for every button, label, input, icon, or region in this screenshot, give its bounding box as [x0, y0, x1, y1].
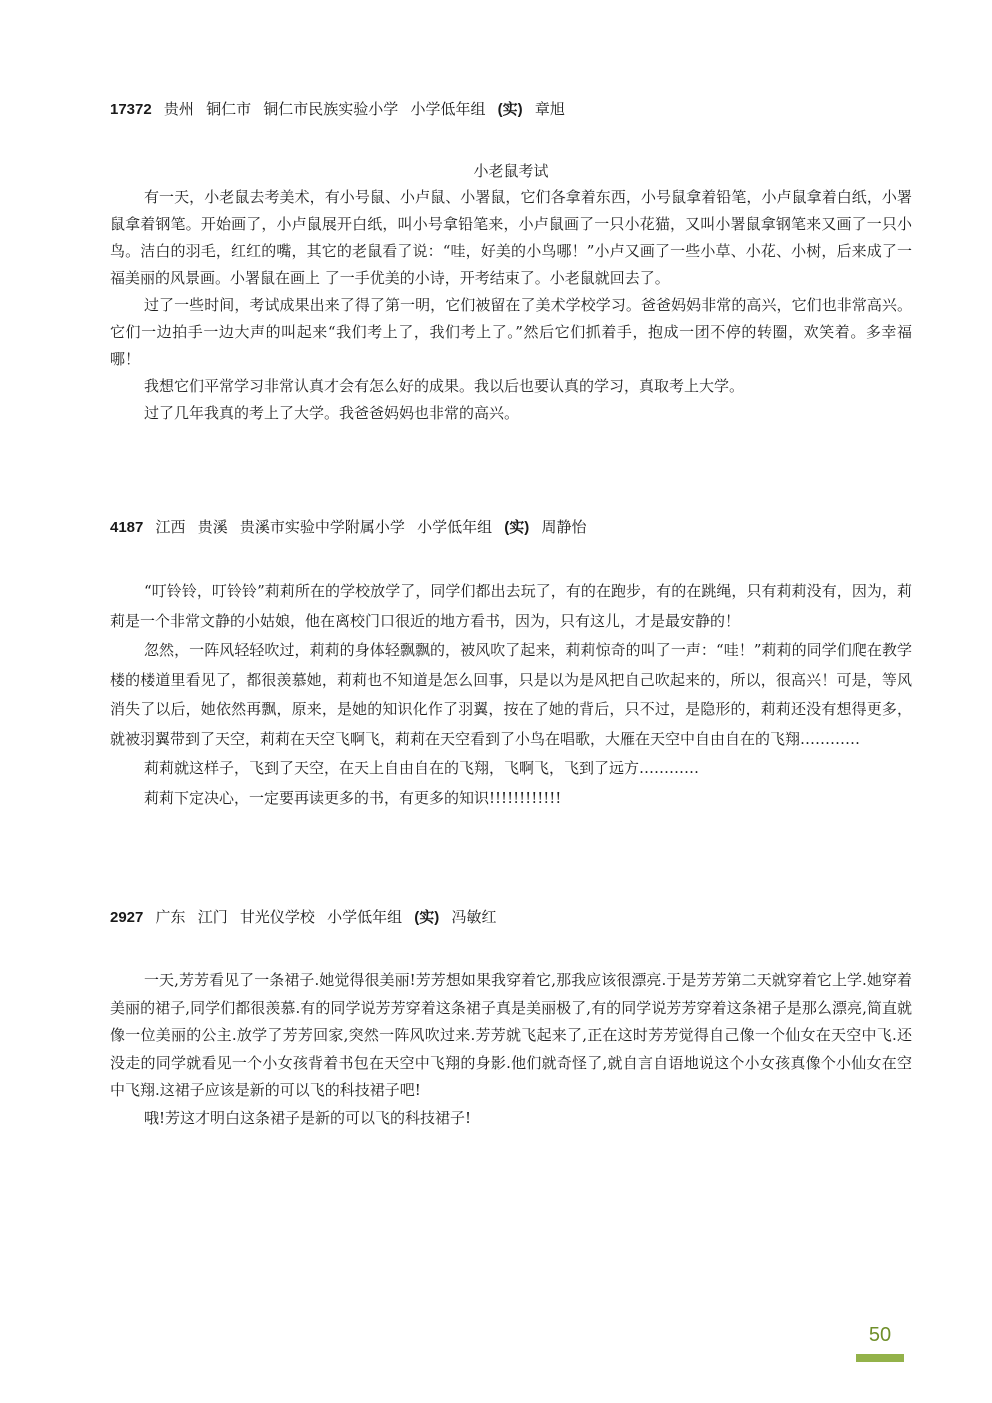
entry-city: 江门: [197, 909, 228, 926]
story-paragraph: 有一天，小老鼠去考美术，有小号鼠、小卢鼠、小署鼠，它们各拿着东西，小号鼠拿着铅笔，小卢鼠拿着白纸，小署鼠拿着钢笔。开始画了，小卢鼠展开白纸，叫小号拿铅笔来，小卢鼠画了一只小花猫，又叫小署鼠拿钢笔来又画了一只小鸟。洁白的羽毛，红红的嘴，其它的老鼠看了说：“哇，好美的小鸟哪！”小卢又画了一些小草、小花、小树，后来成了一福美丽的风景画。小署鼠在画上 了一手优美的小诗，开考结束了。小老鼠就回去了。: [110, 188, 912, 287]
page-number-bar: [856, 1354, 904, 1362]
entry-school: 铜仁市民族实验小学: [263, 101, 399, 118]
entry-group: 小学低年组: [327, 909, 403, 926]
entry-header-2: [110, 518, 910, 538]
entry-author: 章旭: [534, 101, 565, 118]
story-paragraph: 我想它们平常学习非常认真才会有怎么好的成果。我以后也要认真的学习，真取考上大学。: [144, 377, 745, 395]
entry-tag: (实): [504, 519, 530, 536]
entry-author: 周静怡: [541, 519, 587, 536]
page-number: [856, 1320, 904, 1362]
story-body-3: [110, 967, 912, 1132]
entry-number: 2927: [110, 909, 144, 926]
story-paragraph: 忽然，一阵风轻轻吹过，莉莉的身体轻飘飘的，被风吹了起来，莉莉惊奇的叫了一声：“哇！”莉莉的同学们爬在教学楼的楼道里看见了，都很羡慕她，莉莉也不知道是怎么回事，只是以为是风把自己吹起来的，所以，很高兴！可是，等风消失了以后，她依然再飘，原来，是她的知识化作了羽翼，按在了她的背后，只不过，是隐形的，莉莉还没有想得更多，就被羽翼带到了天空，莉莉在天空飞啊飞，莉莉在天空看到了小鸟在唱歌，大雁在天空中自由自在的飞翔…………: [110, 641, 912, 748]
entry-group: 小学低年组: [410, 101, 486, 118]
entry-header-1: [110, 100, 910, 120]
story-paragraph: 一天,芳芳看见了一条裙子.她觉得很美丽!芳芳想如果我穿着它,那我应该很漂亮.于是芳芳第二天就穿着它上学.她穿着美丽的裙子,同学们都很羡慕.有的同学说芳芳穿着这条裙子真是美丽极了,有的同学说芳芳穿着这条裙子是那么漂亮,简直就像一位美丽的公主.放学了芳芳回家,突然一阵风吹过来.芳芳就飞起来了,正在这时芳芳觉得自己像一个仙女在天空中飞.还没走的同学就看见一个小女孩背着书包在天空中飞翔的身影.他们就奇怪了,就自言自语地说这个小女孩真像个小仙女在空中飞翔.这裙子应该是新的可以飞的科技裙子吧!: [110, 971, 912, 1099]
entry-tag: (实): [414, 909, 440, 926]
entry-group: 小学低年组: [417, 519, 493, 536]
story-title: 小老鼠考试: [473, 162, 549, 180]
entry-city: 贵溪: [197, 519, 228, 536]
story-paragraph: 哦!芳这才明白这条裙子是新的可以飞的科技裙子!: [144, 1108, 472, 1127]
entry-header-3: [110, 908, 910, 928]
entry-province: 江西: [155, 519, 186, 536]
entry-province: 广东: [155, 909, 186, 926]
story-paragraph: “叮铃铃，叮铃铃”莉莉所在的学校放学了，同学们都出去玩了，有的在跑步，有的在跳绳，只有莉莉没有，因为，莉莉是一个非常文静的小姑娘，他在离校门口很近的地方看书，因为，只有这儿，才是最安静的！: [110, 582, 912, 630]
entry-number: 17372: [110, 101, 152, 118]
page-number-text: 50: [868, 1324, 892, 1346]
story-paragraph: 过了一些时间，考试成果出来了得了第一明，它们被留在了美术学校学习。爸爸妈妈非常的高兴，它们也非常高兴。它们一边拍手一边大声的叫起来“我们考上了，我们考上了。”然后它们抓着手，抱成一团不停的转圈，欢笑着。多幸福哪！: [110, 296, 912, 368]
entry-school: 甘光仪学校: [239, 909, 315, 926]
entry-school: 贵溪市实验中学附属小学: [239, 519, 405, 536]
entry-city: 铜仁市: [206, 101, 252, 118]
entry-author: 冯敏红: [451, 909, 497, 926]
entry-tag: (实): [497, 101, 523, 118]
story-paragraph: 莉莉下定决心，一定要再读更多的书，有更多的知识!!!!!!!!!!!!: [144, 788, 562, 807]
story-body-1: [110, 184, 912, 427]
story-paragraph: 过了几年我真的考上了大学。我爸爸妈妈也非常的高兴。: [144, 404, 520, 422]
entry-province: 贵州: [163, 101, 194, 118]
story-body-2: [110, 577, 912, 813]
story-paragraph: 莉莉就这样子，飞到了天空，在天上自由自在的飞翔，飞啊飞，飞到了远方…………: [144, 759, 700, 777]
entry-number: 4187: [110, 519, 144, 536]
